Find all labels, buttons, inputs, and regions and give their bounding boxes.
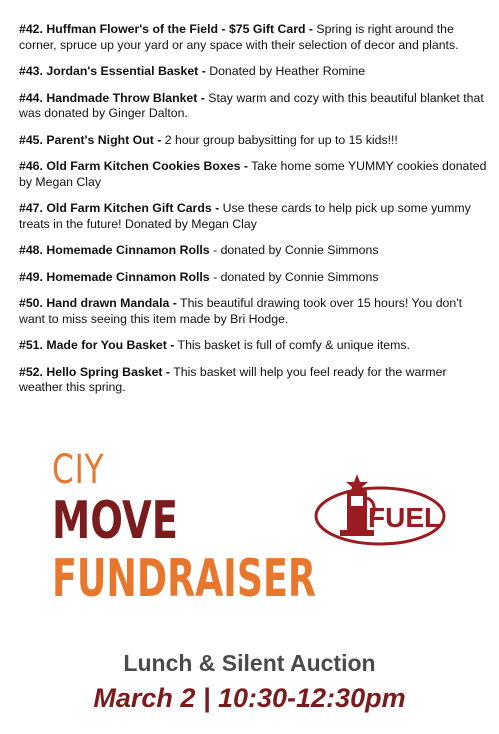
item-description: Use these cards to help pick up some yummy treats in the future! Donated by Megan Clay (19, 201, 471, 231)
item-title: #51. Made for You Basket - (19, 338, 175, 352)
auction-item (19, 159, 489, 190)
item-title: #43. Jordan's Essential Basket - (19, 64, 206, 78)
item-description: Donated by Heather Romine (205, 64, 366, 78)
item-title: #49. Homemade Cinnamon Rolls (19, 269, 210, 284)
auction-item (19, 91, 489, 122)
item-title: #46. Old Farm Kitchen Cookies Boxes - (19, 159, 248, 173)
item-description: 2 hour group babysitting for up to 15 kids!!! (161, 132, 398, 147)
item-description: This basket is full of comfy & unique items. (174, 338, 410, 352)
auction-item (19, 201, 489, 232)
event-date: March 2 | 10:30-12:30pm (93, 683, 406, 713)
fuel-logo (310, 470, 450, 555)
item-description: This beautiful drawing took over 15 hours! You don't want to miss seeing this item made by Bri Hodge. (19, 296, 462, 326)
fundraiser-word: FUNDRAISER (52, 549, 316, 609)
item-title: #52. Hello Spring Basket - (19, 364, 171, 379)
item-description: - donated by Connie Simmons (209, 269, 379, 284)
item-title: #48. Homemade Cinnamon Rolls (19, 243, 210, 257)
ciy-heading: CIY (52, 447, 105, 493)
event-title: Lunch & Silent Auction (123, 650, 376, 676)
auction-item (19, 296, 489, 327)
item-description: - donated by Connie Simmons (209, 243, 379, 257)
item-description: Stay warm and cozy with this beautiful blanket that was donated by Ginger Dalton. (19, 90, 484, 120)
item-title: #45. Parent's Night Out - (19, 132, 162, 147)
auction-item (19, 133, 489, 149)
item-title: #47. Old Farm Kitchen Gift Cards - (19, 201, 220, 215)
auction-item (19, 338, 489, 354)
item-description: Spring is right around the corner, spruce up your yard or any space with their selection of decor and plants. (19, 22, 459, 52)
fuel-text: FUEL (368, 502, 442, 533)
item-description: Take home some YUMMY cookies donated by Megan Clay (19, 159, 487, 189)
item-title: #44. Handmade Throw Blanket - (19, 90, 205, 105)
auction-item-list (19, 22, 489, 407)
auction-item (19, 64, 489, 80)
auction-item (19, 22, 489, 53)
auction-item (19, 270, 489, 286)
move-heading: MOVE (52, 491, 179, 551)
fuel-pump-star-icon (310, 470, 450, 550)
item-title: #42. Huffman Flower's of the Field - $75 Gift Card - (19, 22, 313, 36)
auction-item (19, 365, 489, 396)
item-description: This basket will help you feel ready for the warmer weather this spring. (19, 364, 447, 394)
item-title: #50. Hand drawn Mandala - (19, 296, 177, 310)
auction-item (19, 243, 489, 259)
